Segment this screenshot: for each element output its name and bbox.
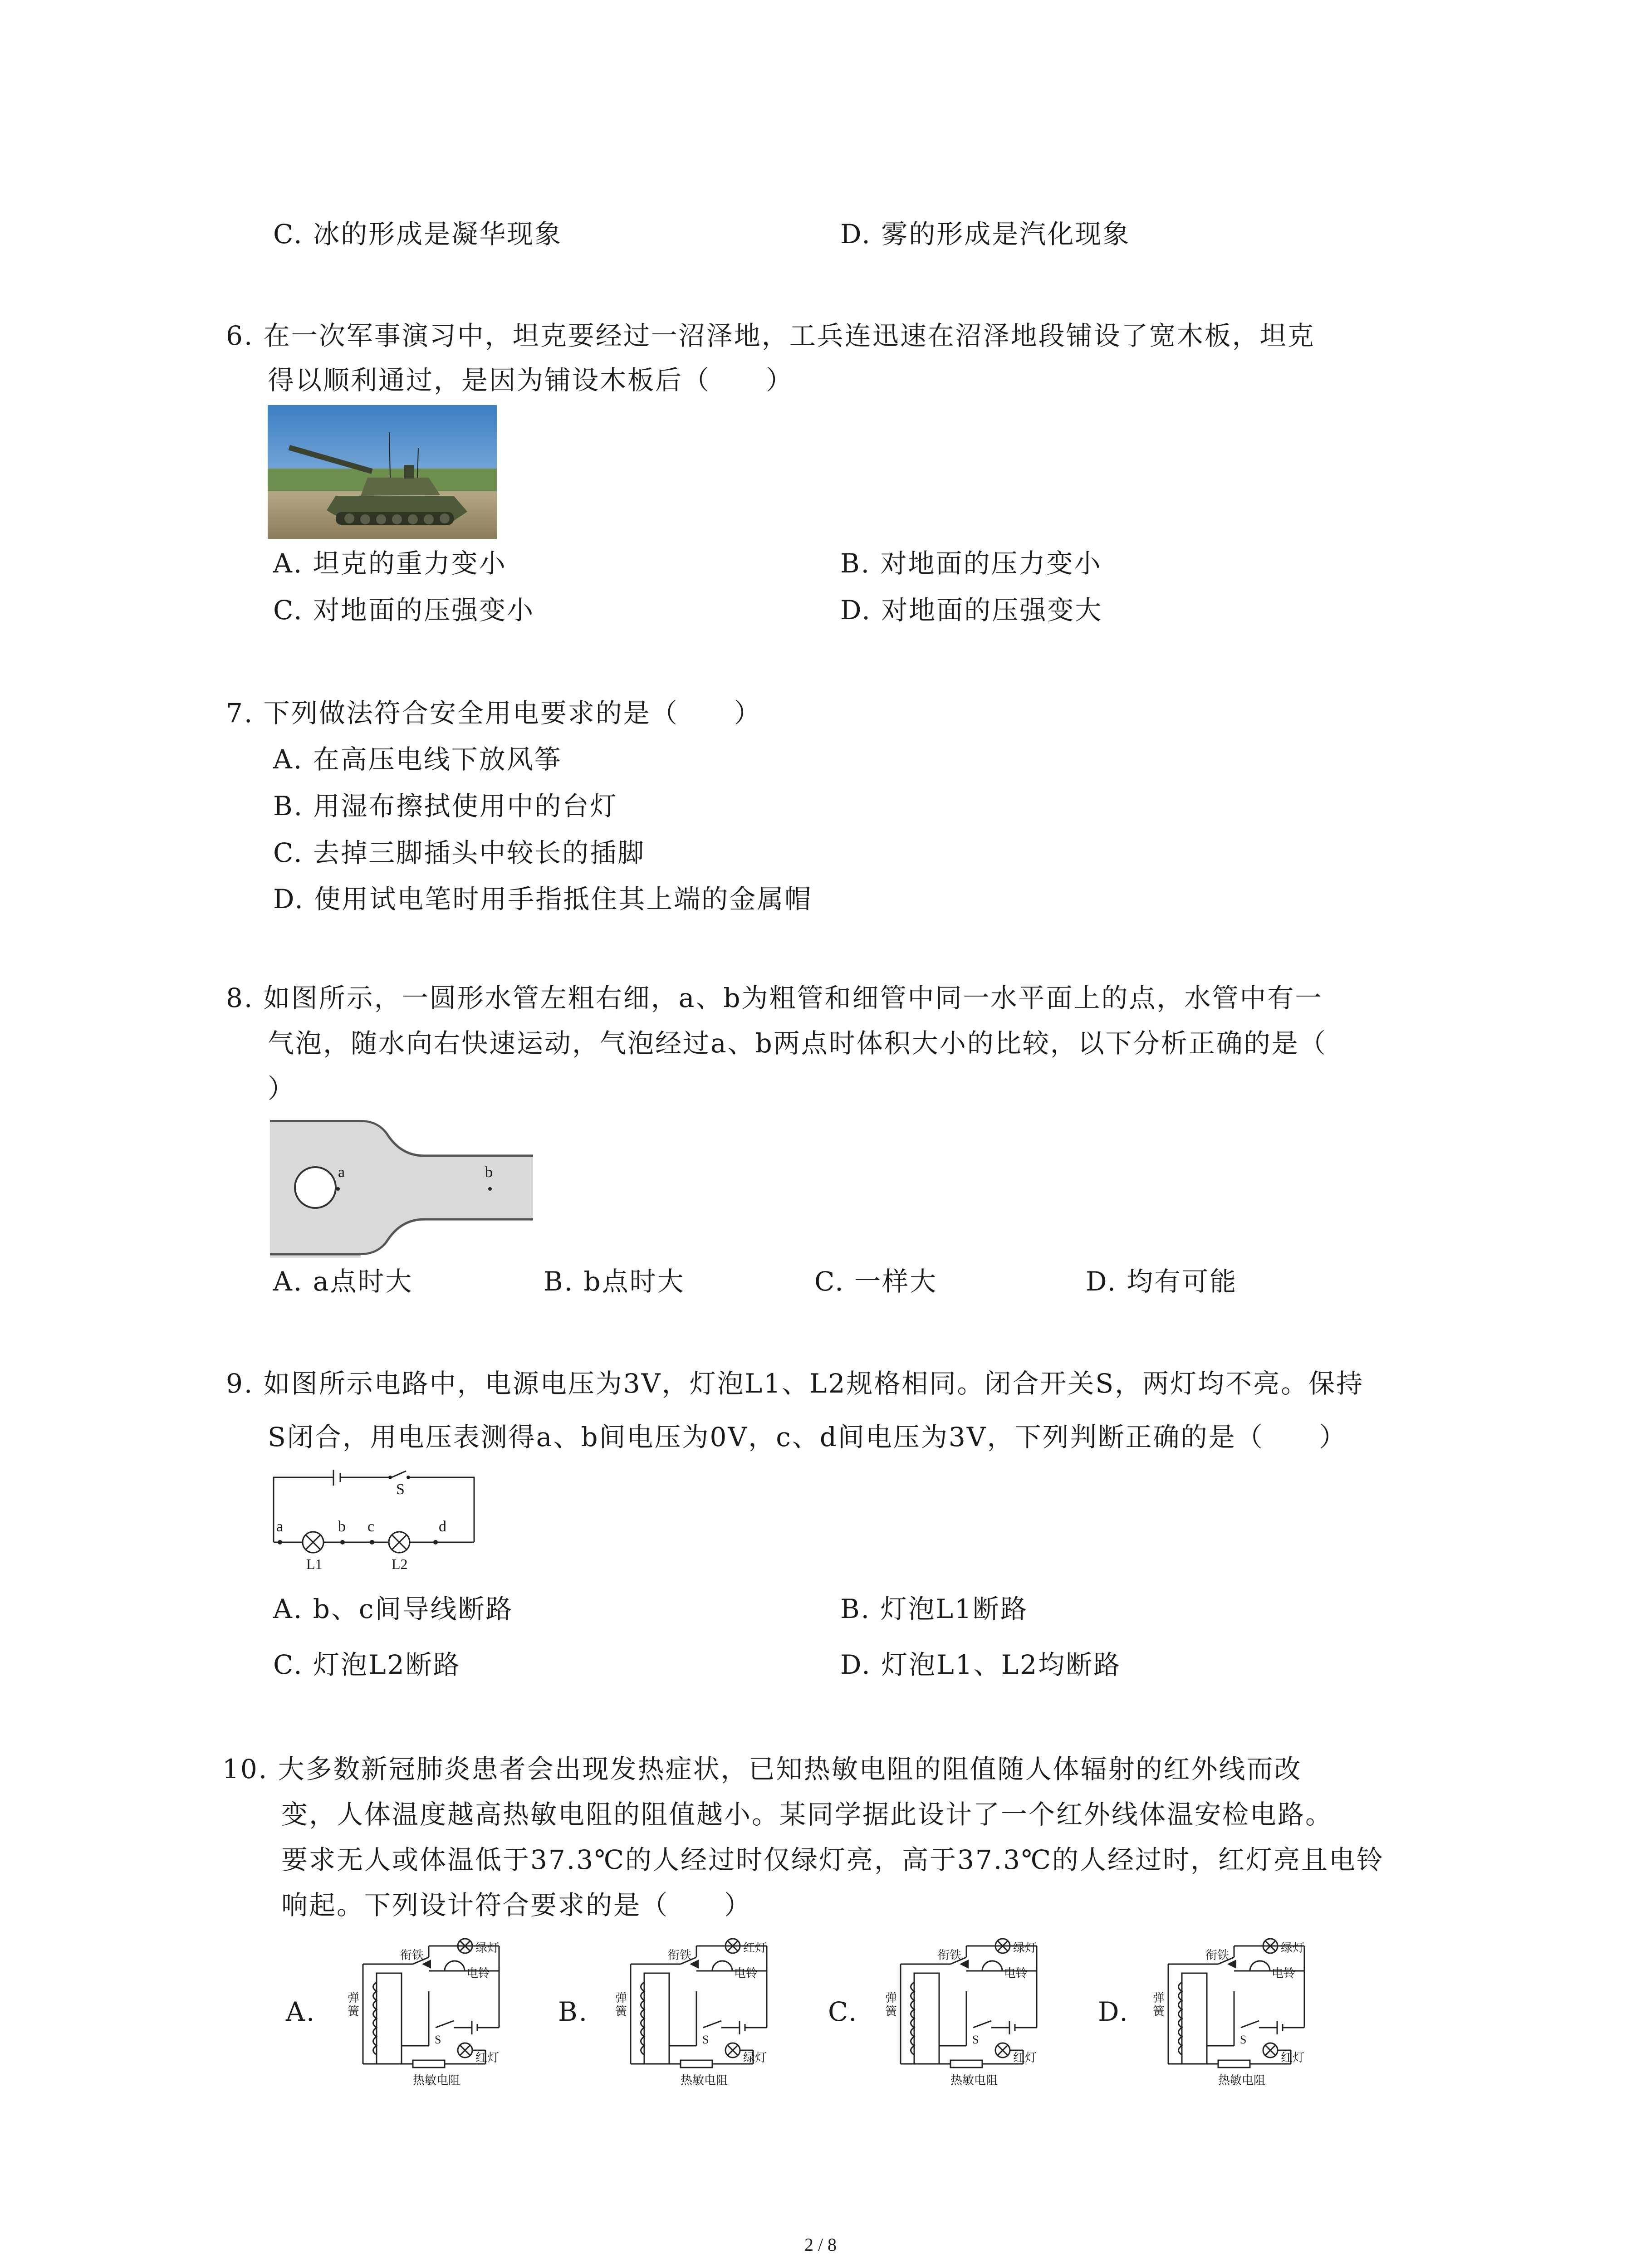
q10-option-a-circuit bbox=[349, 1937, 522, 2087]
q9-option-b: B. 灯泡L1断路 bbox=[840, 1593, 1028, 1624]
armature-label: 衔铁 bbox=[400, 1949, 424, 1962]
top-lamp-label: 绿灯 bbox=[475, 1941, 500, 1955]
q8-stem-line3: ） bbox=[268, 1073, 296, 1104]
q10-stem-line1: 10. 大多数新冠肺炎患者会出现发热症状，已知热敏电阻的阻值随人体辐射的红外线而改 bbox=[222, 1754, 1302, 1784]
q9-stem-line1: 9. 如图所示电路中，电源电压为3V，灯泡L1、L2规格相同。闭合开关S，两灯均不亮。保持 bbox=[226, 1368, 1364, 1399]
q6-option-b: B. 对地面的压力变小 bbox=[840, 548, 1102, 579]
tank-photo bbox=[268, 405, 497, 539]
q10-stem-line2: 变，人体温度越高热敏电阻的阻值越小。某同学据此设计了一个红外线体温安检电路。 bbox=[281, 1799, 1333, 1830]
thermistor-label: 热敏电阻 bbox=[950, 2074, 998, 2087]
top-lamp-label: 绿灯 bbox=[1281, 1941, 1305, 1955]
armature-label: 衔铁 bbox=[668, 1949, 692, 1962]
q8-option-d: D. 均有可能 bbox=[1086, 1266, 1238, 1297]
lamp-l1-label: L1 bbox=[306, 1556, 323, 1572]
q6-option-c: C. 对地面的压强变小 bbox=[273, 595, 535, 626]
q9-option-d: D. 灯泡L1、L2均断路 bbox=[840, 1649, 1122, 1680]
thermistor-label: 热敏电阻 bbox=[681, 2074, 728, 2087]
point-b-label: b bbox=[485, 1164, 493, 1181]
bottom-lamp-label: 红灯 bbox=[1013, 2051, 1037, 2065]
switch-label: S bbox=[972, 2033, 979, 2046]
q7-option-c: C. 去掉三脚插头中较长的插脚 bbox=[273, 837, 646, 868]
q7-option-b: B. 用湿布擦拭使用中的台灯 bbox=[273, 791, 618, 821]
point-c-label: c bbox=[367, 1518, 375, 1535]
q10-option-a-label: A. bbox=[286, 1996, 316, 2027]
q10-option-d-circuit bbox=[1155, 1937, 1327, 2087]
point-d-label: d bbox=[439, 1518, 446, 1535]
q10-option-c-label: C. bbox=[828, 1996, 858, 2027]
armature-label: 衔铁 bbox=[938, 1949, 962, 1962]
q7-option-d: D. 使用试电笔时用手指抵住其上端的金属帽 bbox=[273, 884, 813, 914]
armature-label: 衔铁 bbox=[1205, 1949, 1230, 1962]
switch-label: S bbox=[1240, 2033, 1247, 2046]
switch-label: S bbox=[435, 2033, 441, 2046]
switch-s-label: S bbox=[396, 1481, 405, 1498]
q9-option-a: A. b、c间导线断路 bbox=[273, 1593, 514, 1624]
bell-label: 电铃 bbox=[734, 1967, 758, 1980]
q8-option-b: B. b点时大 bbox=[544, 1266, 685, 1297]
q10-option-b-label: B. bbox=[558, 1996, 589, 2027]
q8-stem-line2: 气泡，随水向右快速运动，气泡经过a、b两点时体积大小的比较，以下分析正确的是（ bbox=[268, 1028, 1327, 1059]
q6-option-a: A. 坦克的重力变小 bbox=[273, 548, 507, 579]
q5-option-c: C. 冰的形成是凝华现象 bbox=[273, 219, 563, 249]
q9-circuit-diagram bbox=[270, 1467, 479, 1579]
q8-stem-line1: 8. 如图所示，一圆形水管左粗右细，a、b为粗管和细管中同一水平面上的点，水管中有一 bbox=[226, 982, 1323, 1013]
thermistor-label: 热敏电阻 bbox=[1218, 2074, 1266, 2087]
point-b-label: b bbox=[338, 1518, 346, 1535]
switch-label: S bbox=[702, 2033, 709, 2046]
page-number: 2 / 8 bbox=[804, 2234, 837, 2255]
bell-label: 电铃 bbox=[466, 1967, 490, 1980]
bottom-lamp-label: 红灯 bbox=[475, 2051, 500, 2065]
q10-option-c-circuit bbox=[887, 1937, 1059, 2087]
q9-option-c: C. 灯泡L2断路 bbox=[273, 1649, 461, 1680]
q8-option-a: A. a点时大 bbox=[273, 1266, 413, 1297]
point-a-label: a bbox=[276, 1518, 284, 1535]
q5-option-d: D. 雾的形成是汽化现象 bbox=[840, 219, 1131, 249]
bottom-lamp-label: 绿灯 bbox=[743, 2051, 767, 2065]
q10-option-d-label: D. bbox=[1098, 1996, 1129, 2027]
thermistor-label: 热敏电阻 bbox=[413, 2074, 460, 2087]
pipe-diagram bbox=[270, 1117, 533, 1258]
point-a-label: a bbox=[338, 1164, 345, 1181]
top-lamp-label: 绿灯 bbox=[1013, 1941, 1037, 1955]
q6-stem-line1: 6. 在一次军事演习中，坦克要经过一沼泽地，工兵连迅速在沼泽地段铺设了宽木板，坦克 bbox=[226, 320, 1315, 351]
lamp-l2-label: L2 bbox=[392, 1556, 408, 1572]
bell-label: 电铃 bbox=[1004, 1967, 1028, 1980]
q7-option-a: A. 在高压电线下放风筝 bbox=[273, 744, 562, 775]
top-lamp-label: 红灯 bbox=[743, 1941, 767, 1955]
q10-stem-line3: 要求无人或体温低于37.3℃的人经过时仅绿灯亮，高于37.3℃的人经过时，红灯亮且电铃 bbox=[281, 1844, 1385, 1875]
q6-stem-line2: 得以顺利通过，是因为铺设木板后（ ） bbox=[268, 365, 794, 396]
spring-label: 弹簧 bbox=[1153, 1991, 1165, 2019]
q10-stem-line4: 响起。下列设计符合要求的是（ ） bbox=[281, 1890, 752, 1921]
spring-label: 弹簧 bbox=[348, 1991, 360, 2019]
q9-stem-line2: S闭合，用电压表测得a、b间电压为0V，c、d间电压为3V，下列判断正确的是（ ） bbox=[268, 1422, 1347, 1452]
bell-label: 电铃 bbox=[1272, 1967, 1296, 1980]
q8-option-c: C. 一样大 bbox=[814, 1266, 938, 1297]
spring-label: 弹簧 bbox=[615, 1991, 627, 2019]
spring-label: 弹簧 bbox=[885, 1991, 897, 2019]
bottom-lamp-label: 红灯 bbox=[1281, 2051, 1305, 2065]
q7-stem: 7. 下列做法符合安全用电要求的是（ ） bbox=[226, 698, 762, 728]
q6-option-d: D. 对地面的压强变大 bbox=[840, 595, 1103, 626]
q10-option-b-circuit bbox=[617, 1937, 789, 2087]
